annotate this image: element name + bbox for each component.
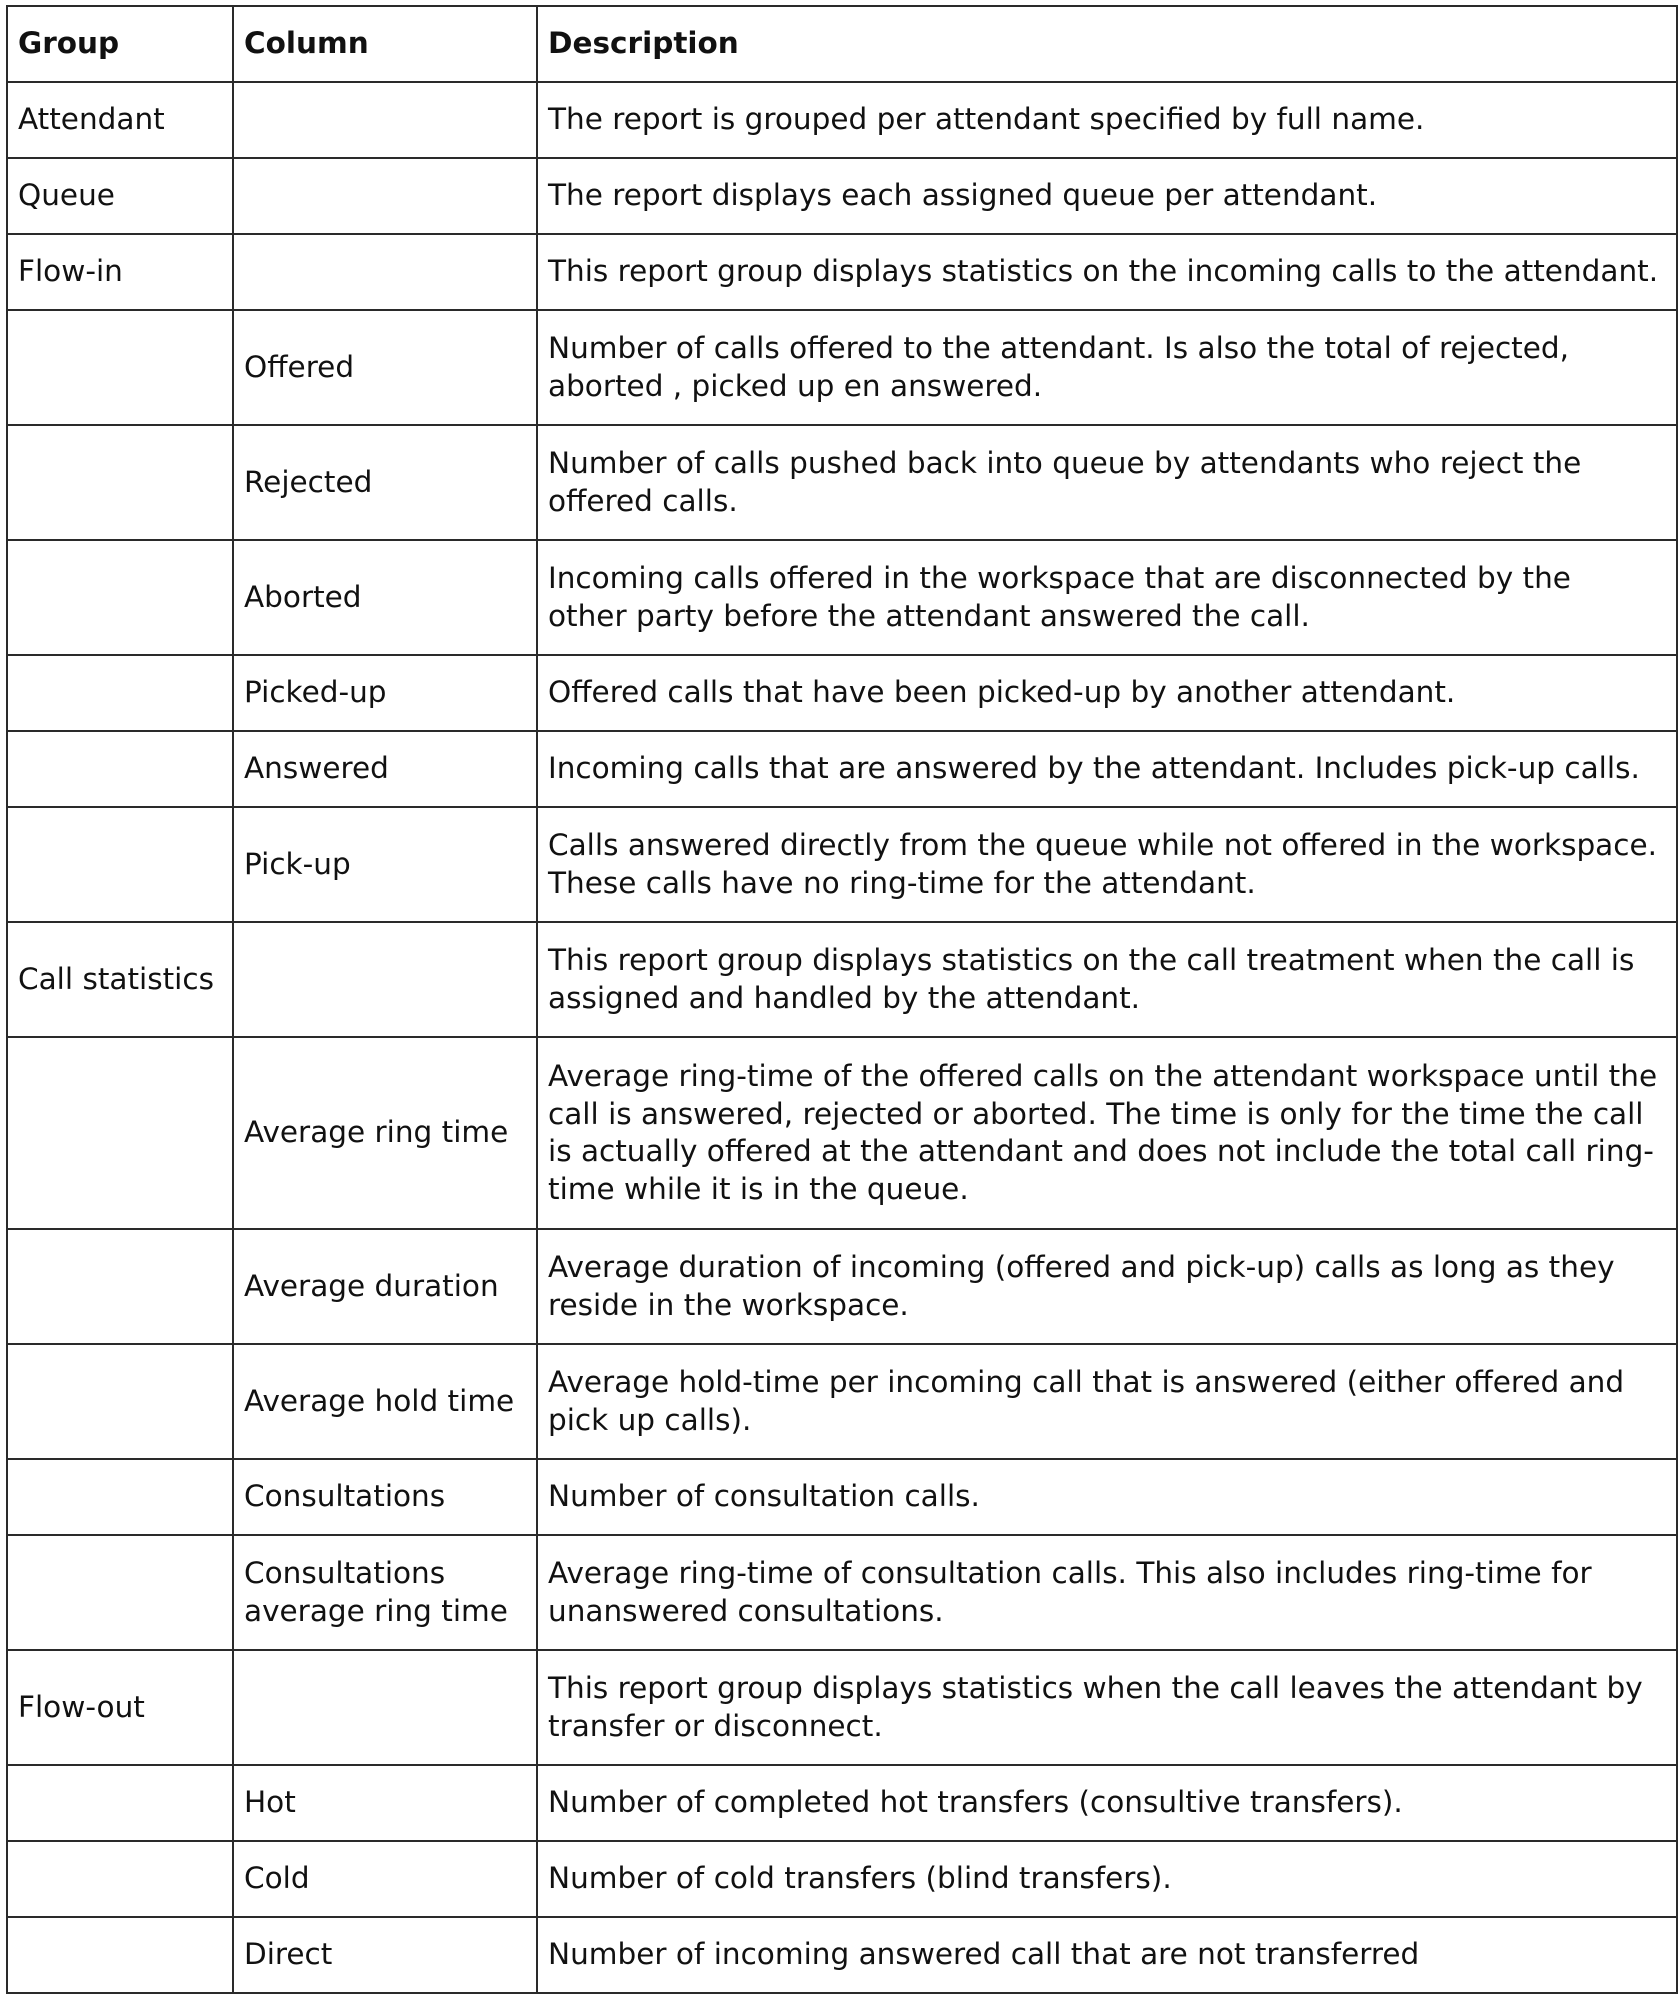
group-cell	[7, 425, 233, 540]
description-cell: Incoming calls that are answered by the attendant. Includes pick-up calls.	[537, 731, 1677, 807]
column-cell: Cold	[233, 1841, 537, 1917]
description-cell: Number of incoming answered call that are not transferred	[537, 1917, 1677, 1993]
column-cell: Picked-up	[233, 655, 537, 731]
report-columns-table	[6, 5, 1678, 1994]
table-row	[7, 655, 1677, 731]
column-cell	[233, 1650, 537, 1765]
column-cell: Direct	[233, 1917, 537, 1993]
group-cell	[7, 1841, 233, 1917]
table-row	[7, 807, 1677, 922]
column-cell: Consultations	[233, 1459, 537, 1535]
description-cell: Number of completed hot transfers (consultive transfers).	[537, 1765, 1677, 1841]
table-row	[7, 1650, 1677, 1765]
description-cell: Average ring-time of consultation calls. This also includes ring-time for unanswered consultations.	[537, 1535, 1677, 1650]
column-cell: Pick-up	[233, 807, 537, 922]
group-cell	[7, 1535, 233, 1650]
column-cell: Average ring time	[233, 1037, 537, 1229]
header-description: Description	[537, 6, 1677, 82]
group-cell: Flow-out	[7, 1650, 233, 1765]
table-row	[7, 310, 1677, 425]
column-cell: Offered	[233, 310, 537, 425]
table-row	[7, 922, 1677, 1037]
table-row	[7, 1917, 1677, 1993]
group-cell: Flow-in	[7, 234, 233, 310]
description-cell: Average duration of incoming (offered and pick-up) calls as long as they reside in the workspace.	[537, 1229, 1677, 1344]
description-cell: Offered calls that have been picked-up by another attendant.	[537, 655, 1677, 731]
description-cell: The report is grouped per attendant specified by full name.	[537, 82, 1677, 158]
column-cell	[233, 158, 537, 234]
column-cell: Rejected	[233, 425, 537, 540]
column-cell: Consultations average ring time	[233, 1535, 537, 1650]
table-row	[7, 540, 1677, 655]
table-row	[7, 1841, 1677, 1917]
table-row	[7, 1344, 1677, 1459]
description-cell: The report displays each assigned queue per attendant.	[537, 158, 1677, 234]
group-cell	[7, 655, 233, 731]
table-row	[7, 158, 1677, 234]
table-row	[7, 82, 1677, 158]
description-cell: This report group displays statistics on the call treatment when the call is assigned and handled by the attendant.	[537, 922, 1677, 1037]
group-cell	[7, 540, 233, 655]
column-cell: Answered	[233, 731, 537, 807]
column-cell	[233, 922, 537, 1037]
group-cell	[7, 1765, 233, 1841]
column-cell: Average hold time	[233, 1344, 537, 1459]
description-cell: Number of calls offered to the attendant. Is also the total of rejected, aborted , picked up en answered.	[537, 310, 1677, 425]
group-cell	[7, 807, 233, 922]
table-row	[7, 234, 1677, 310]
group-cell	[7, 1344, 233, 1459]
column-cell: Aborted	[233, 540, 537, 655]
group-cell: Attendant	[7, 82, 233, 158]
table-row	[7, 1037, 1677, 1229]
description-cell: Number of cold transfers (blind transfers).	[537, 1841, 1677, 1917]
header-column: Column	[233, 6, 537, 82]
description-cell: Number of consultation calls.	[537, 1459, 1677, 1535]
column-cell	[233, 234, 537, 310]
description-cell: This report group displays statistics on the incoming calls to the attendant.	[537, 234, 1677, 310]
column-cell	[233, 82, 537, 158]
description-cell: Calls answered directly from the queue while not offered in the workspace. These calls have no ring-time for the attendant.	[537, 807, 1677, 922]
description-cell: Average hold-time per incoming call that is answered (either offered and pick up calls).	[537, 1344, 1677, 1459]
description-cell: Number of calls pushed back into queue by attendants who reject the offered calls.	[537, 425, 1677, 540]
table-row	[7, 1765, 1677, 1841]
table-row	[7, 425, 1677, 540]
table-header	[7, 6, 1677, 82]
table-body	[7, 82, 1677, 1993]
description-cell: Average ring-time of the offered calls on the attendant workspace until the call is answered, rejected or aborted. The time is only for the time the call is actually offered at the attendant and does not include the total call ring- time while it is in the queue.	[537, 1037, 1677, 1229]
header-group: Group	[7, 6, 233, 82]
group-cell	[7, 1037, 233, 1229]
group-cell: Queue	[7, 158, 233, 234]
group-cell	[7, 1917, 233, 1993]
description-cell: Incoming calls offered in the workspace that are disconnected by the other party before the attendant answered the call.	[537, 540, 1677, 655]
description-cell: This report group displays statistics when the call leaves the attendant by transfer or disconnect.	[537, 1650, 1677, 1765]
group-cell	[7, 731, 233, 807]
column-cell: Hot	[233, 1765, 537, 1841]
table-row	[7, 731, 1677, 807]
header-row	[7, 6, 1677, 82]
group-cell	[7, 1229, 233, 1344]
group-cell	[7, 1459, 233, 1535]
column-cell: Average duration	[233, 1229, 537, 1344]
table-row	[7, 1459, 1677, 1535]
table-row	[7, 1229, 1677, 1344]
group-cell	[7, 310, 233, 425]
table-row	[7, 1535, 1677, 1650]
group-cell: Call statistics	[7, 922, 233, 1037]
